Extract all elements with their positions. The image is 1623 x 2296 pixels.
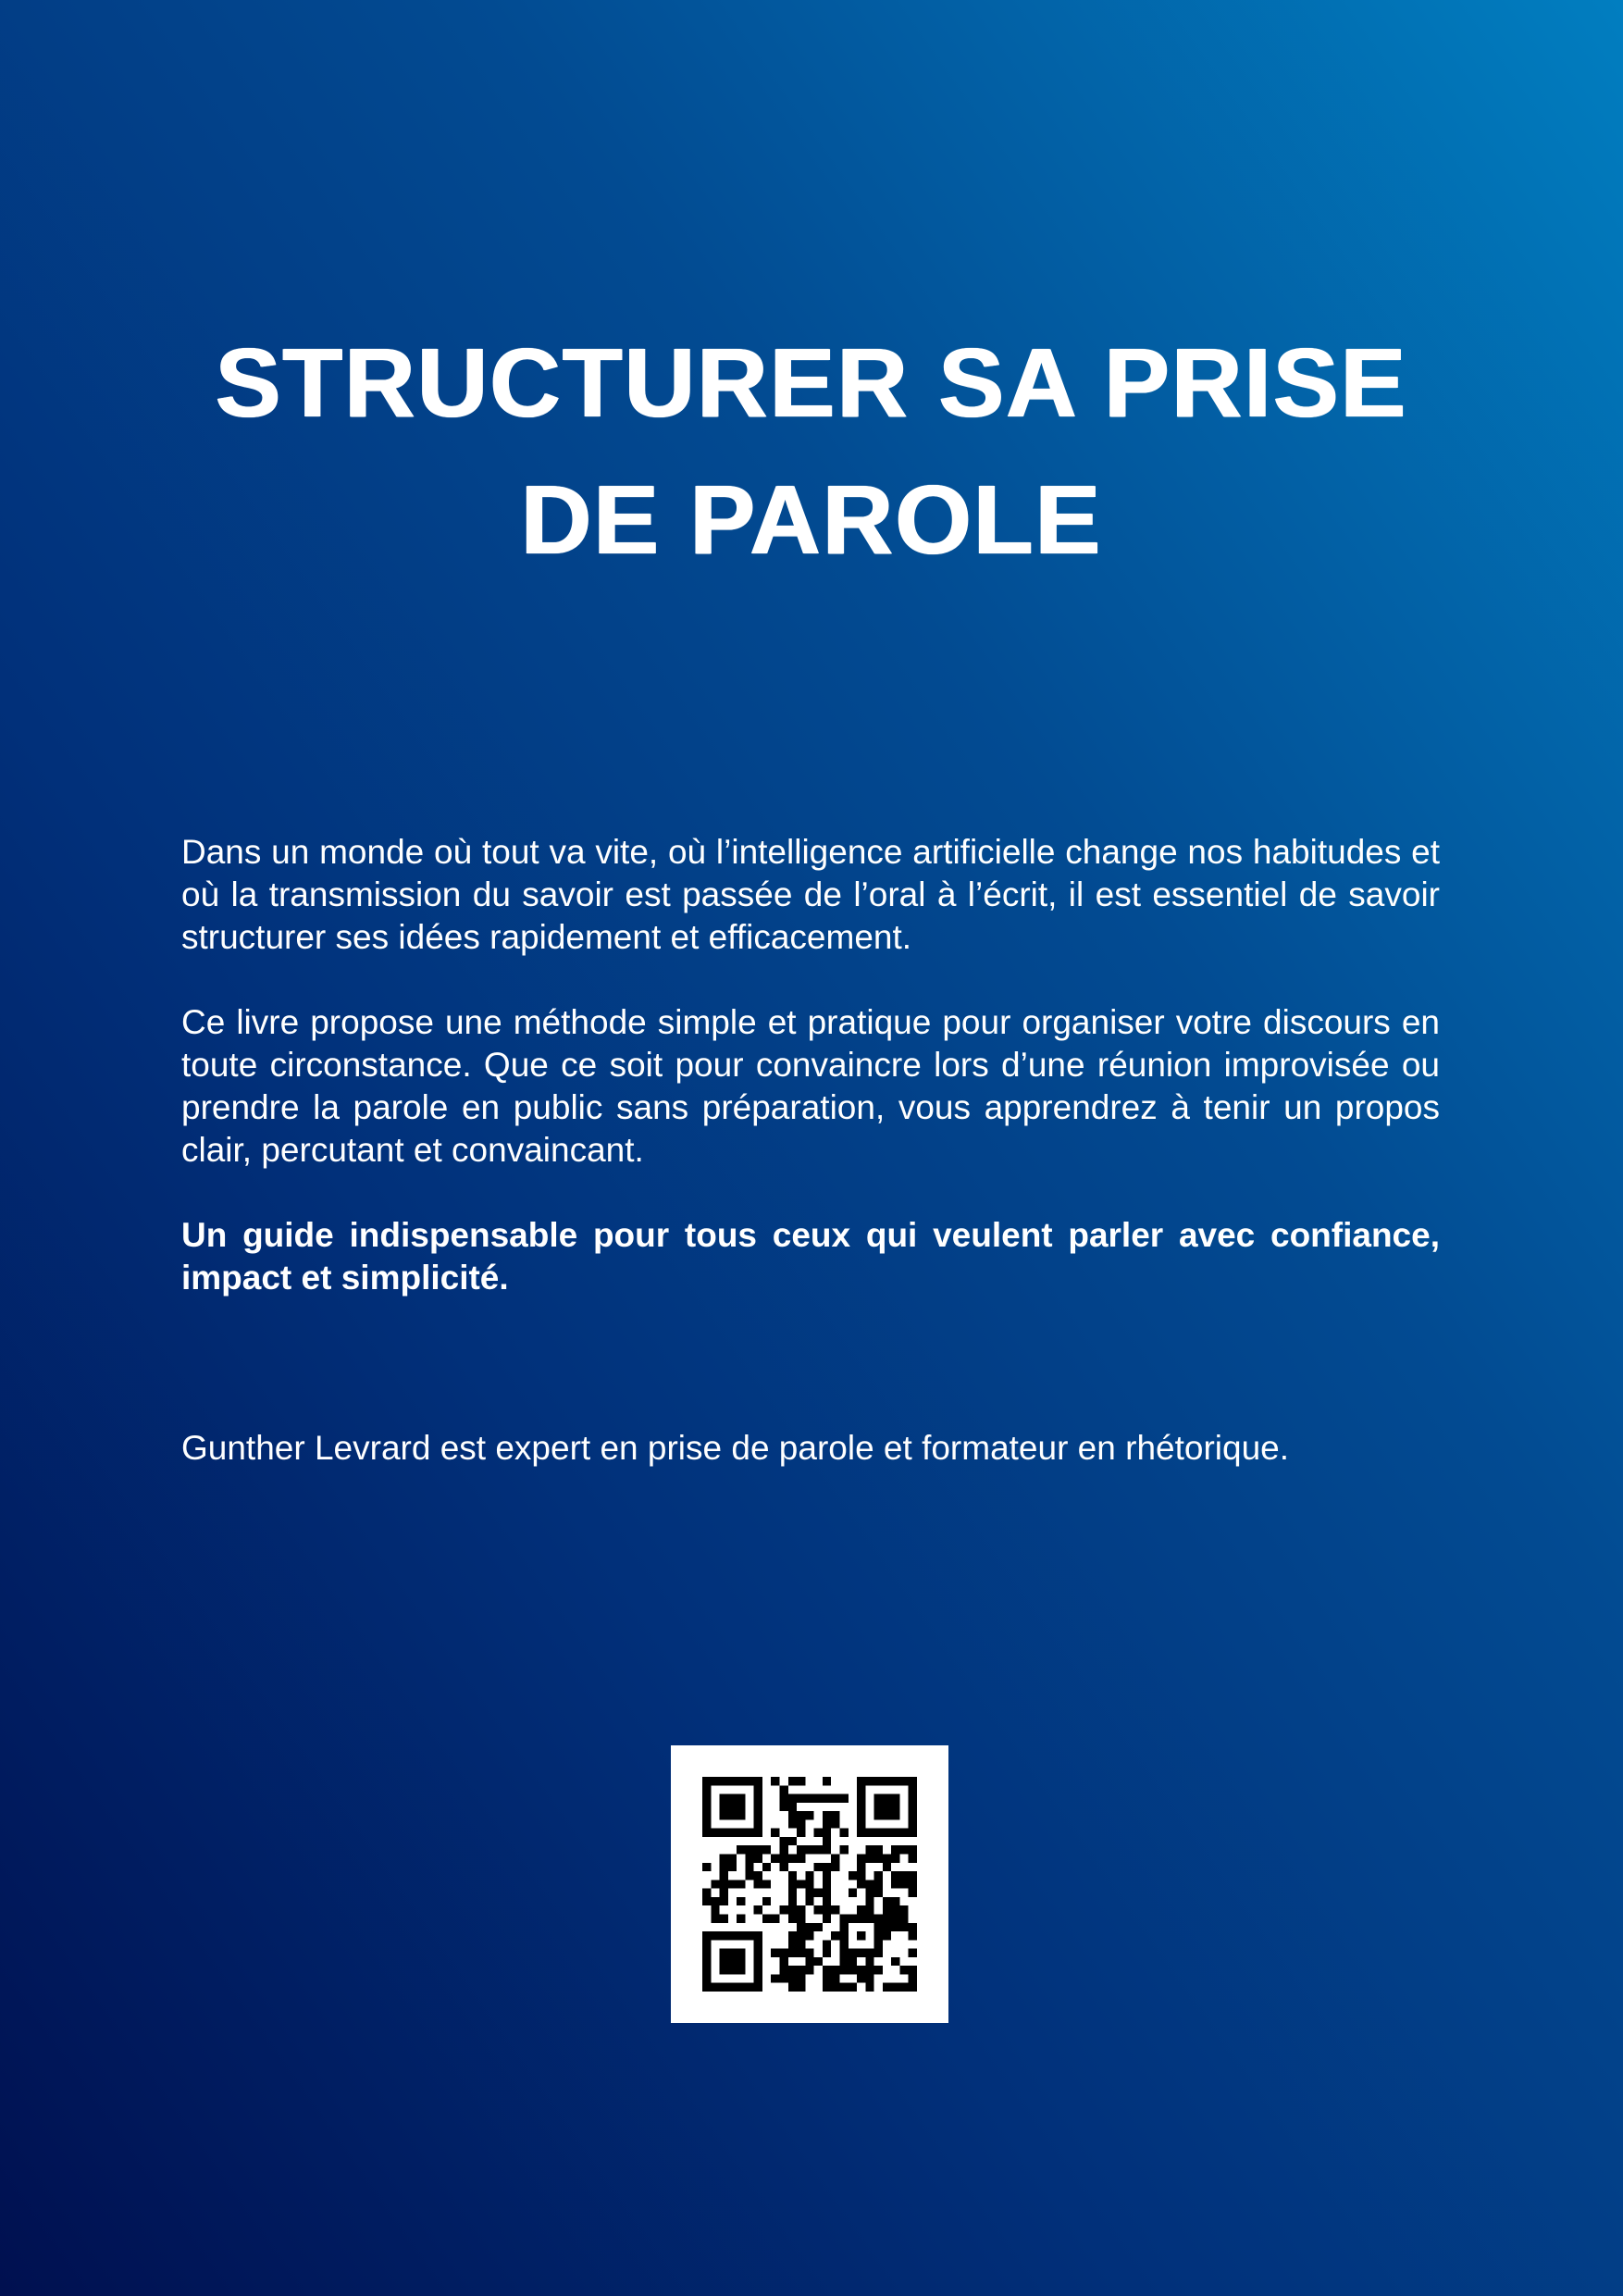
book-title-line-1: STRUCTURER SA PRISE (215, 329, 1408, 438)
blurb-paragraph-1: Dans un monde où tout va vite, où l’intelligence artificielle change nos habitudes et où la transmission du savoir est passée de l’oral à l’écrit, il est essentiel de savoir structurer ses idées rapidement et efficacement. (181, 833, 1440, 956)
book-title (0, 315, 1623, 589)
qr-code-icon (702, 1777, 917, 1992)
author-bio: Gunther Levrard est expert en prise de parole et formateur en rhétorique. (181, 1429, 1290, 1467)
blurb (181, 831, 1440, 1342)
blurb-tagline: Un guide indispensable pour tous ceux qui veulent parler avec confiance, impact et simplicité. (181, 1216, 1440, 1297)
qr-code (671, 1745, 948, 2023)
blurb-paragraph-2: Ce livre propose une méthode simple et pratique pour organiser votre discours en toute circonstance. Que ce soit pour convaincre lors d’une réunion improvisée ou prendre la parole en public sans préparation, vous apprendrez à tenir un propos clair, percutant et convaincant. (181, 1003, 1440, 1169)
book-title-line-2: DE PAROLE (520, 465, 1103, 575)
